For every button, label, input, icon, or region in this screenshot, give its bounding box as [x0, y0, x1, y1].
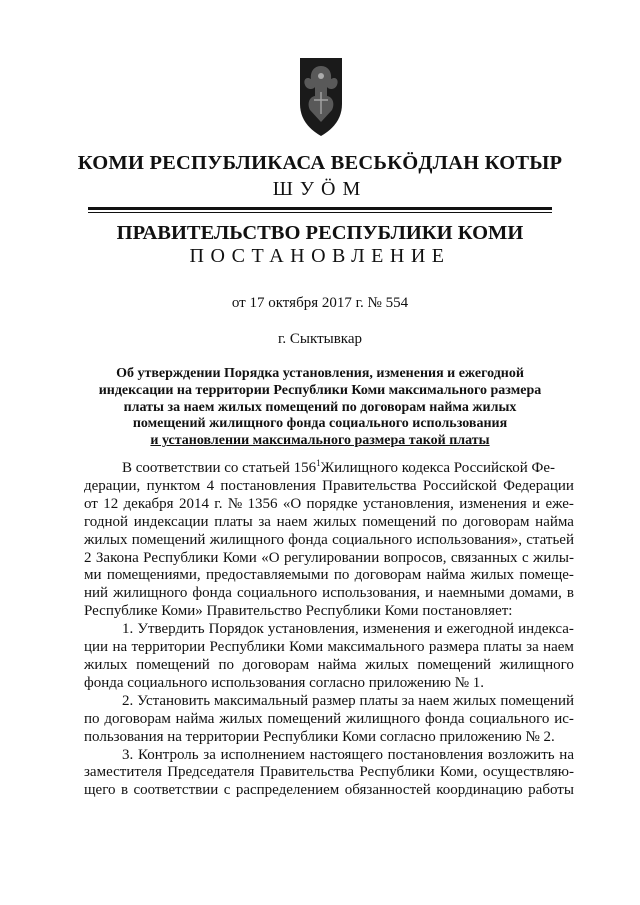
word: годной — [84, 513, 129, 530]
word: платы — [359, 692, 398, 709]
word: максимальный — [213, 692, 309, 709]
heading-line: помещений жилищного фонда социального использования — [132, 416, 508, 432]
word: координацию — [436, 782, 523, 799]
word: жилищного — [499, 656, 574, 673]
word: настоящего — [309, 746, 383, 763]
body-line: Республике Коми» Правительство Республики Коми постановляет: — [84, 603, 513, 620]
word: платы — [214, 513, 253, 530]
word: договорам — [462, 513, 530, 530]
word: по — [441, 513, 458, 530]
heading-line: Об утверждении Порядка установления, изменения и ежегодной — [116, 366, 524, 381]
word: помещений — [362, 513, 437, 530]
word: наем — [276, 513, 308, 530]
word: помещений — [500, 692, 574, 709]
body-line — [84, 657, 574, 675]
body-line — [84, 764, 574, 782]
word: помещений — [417, 656, 491, 673]
word: индексации — [133, 513, 209, 530]
word: ми — [84, 567, 102, 584]
word: заместителя — [84, 764, 162, 781]
word: социального — [332, 531, 413, 548]
word: Утвердить — [137, 621, 205, 638]
word: 1356 — [247, 495, 278, 512]
heading-line: платы за наем жилых помещений по договорам найма жилых — [123, 399, 517, 415]
body-line — [84, 639, 574, 657]
word: договорам — [104, 710, 171, 727]
word: вопросов, — [383, 549, 447, 566]
word: на — [559, 746, 574, 763]
word: за — [401, 692, 415, 709]
word: с — [521, 549, 529, 566]
word: дерации, — [84, 477, 141, 494]
word: Коми, — [439, 764, 478, 781]
word: помещений — [267, 710, 342, 727]
word: жилых — [452, 692, 497, 709]
word: фонда — [288, 531, 328, 548]
word: порядке — [306, 495, 358, 512]
word: договорам — [354, 567, 422, 584]
word: жилых — [313, 513, 357, 530]
word: Установить — [137, 692, 211, 709]
word: фонда — [424, 710, 465, 727]
word: Республики — [209, 639, 285, 656]
word: регулировании — [283, 549, 380, 566]
word: Председателя — [167, 764, 255, 781]
body-line — [84, 460, 574, 478]
body-line — [84, 693, 574, 711]
body-line — [84, 711, 574, 729]
word: жилых — [84, 531, 128, 548]
komi-title: КОМИ РЕСПУБЛИКАСА ВЕСЬКӦДЛАН КОТЫР — [77, 152, 563, 174]
word: «О — [282, 495, 302, 512]
word: № — [227, 495, 243, 512]
word: жилы- — [533, 549, 574, 566]
word: Правительства — [322, 477, 417, 494]
document-type: ПОСТАНОВЛЕНИЕ — [189, 245, 451, 267]
word: индекса- — [518, 621, 574, 638]
heading-line-underlined: и установлении максимального размера такой платы — [150, 433, 490, 449]
word: 2 — [84, 549, 92, 566]
word: найма — [535, 513, 574, 530]
word: декабря — [123, 495, 174, 512]
word: наем — [418, 692, 450, 709]
word: 3. — [122, 746, 134, 763]
word: наемными — [438, 585, 505, 602]
word: работы — [528, 782, 574, 799]
word: 12 — [103, 495, 119, 512]
word: в — [120, 782, 129, 799]
document-body — [84, 460, 574, 800]
word: Российской — [422, 477, 497, 494]
word: по — [84, 710, 100, 727]
body-line — [84, 621, 574, 639]
body-line — [84, 514, 574, 532]
word: 1. — [122, 621, 134, 638]
word: установления, — [267, 621, 359, 638]
word: в — [566, 585, 574, 602]
word: предоставляемыми — [205, 567, 329, 584]
header-divider-thin — [88, 212, 552, 213]
word: жилищного — [345, 710, 421, 727]
document-heading — [90, 366, 550, 450]
word: жилищного — [113, 585, 188, 602]
word: жилых — [470, 567, 515, 584]
body-line: фонда социального использования согласно приложению № 1. — [84, 674, 485, 691]
word: Коми — [222, 549, 257, 566]
word: осуществляю- — [482, 764, 574, 781]
word: домами, — [509, 585, 562, 602]
word: ис- — [554, 710, 574, 727]
header-divider-thick — [88, 207, 552, 210]
heading-line: индексации на территории Республики Коми максимального размера — [98, 382, 542, 398]
word: социального — [469, 710, 550, 727]
word: изменения — [362, 621, 431, 638]
word: размера — [428, 639, 479, 656]
word: использования», — [416, 531, 522, 548]
body-line — [84, 478, 574, 496]
word: наем — [543, 639, 574, 656]
word: с — [223, 782, 231, 799]
word: на — [112, 639, 128, 656]
word: социального — [237, 585, 318, 602]
body-line — [84, 550, 574, 568]
word: за — [526, 639, 539, 656]
city: г. Сыктывкар — [277, 331, 363, 347]
date-and-number: от 17 октября 2017 г. № 554 — [231, 295, 409, 311]
word: жилищного — [209, 531, 284, 548]
body-line — [84, 567, 574, 585]
body-line: пользования на территории Республики Коми согласно приложению № 2. — [84, 728, 555, 745]
word: 2. — [122, 692, 134, 709]
komi-subtitle: ШУӦМ — [272, 178, 368, 200]
word: территории — [131, 639, 206, 656]
word: пунктом — [146, 477, 201, 494]
body-line — [84, 747, 574, 765]
word: жилых — [84, 656, 128, 673]
word: от — [84, 495, 98, 512]
word: помещений — [131, 531, 206, 548]
word: распределением — [235, 782, 340, 799]
word: Коми — [289, 639, 324, 656]
word: еже- — [545, 495, 574, 512]
word: помещений — [136, 656, 210, 673]
word: Республики — [143, 549, 219, 566]
word: возложить — [487, 746, 555, 763]
word: Федерации — [503, 477, 574, 494]
word: и — [425, 585, 434, 602]
word: Правительства — [259, 764, 355, 781]
word: г. — [214, 495, 223, 512]
body-line — [84, 782, 574, 800]
word: найма — [426, 567, 466, 584]
word: щего — [84, 782, 116, 799]
word: за — [258, 513, 271, 530]
word: и — [434, 621, 443, 638]
word: статьей — [526, 531, 574, 548]
word: Порядок — [208, 621, 264, 638]
word: за — [203, 746, 216, 763]
word: исполнением — [220, 746, 305, 763]
body-line — [84, 496, 574, 514]
komi-coat-of-arms-icon — [296, 52, 346, 138]
word: ции — [84, 639, 109, 656]
word: максимального — [327, 639, 425, 656]
word: Контроль — [137, 746, 199, 763]
word: договорам — [242, 656, 310, 673]
word: жилых — [365, 656, 409, 673]
government-title: ПРАВИТЕЛЬСТВО РЕСПУБЛИКИ КОМИ — [116, 222, 524, 244]
word: изменения — [459, 495, 527, 512]
word: постановления — [387, 746, 484, 763]
word: «О — [261, 549, 280, 566]
word: использования, — [322, 585, 421, 602]
word: помещениями, — [106, 567, 201, 584]
word: Закона — [95, 549, 139, 566]
word: соответствии — [133, 782, 219, 799]
word: помеще- — [519, 567, 574, 584]
word: установления, — [363, 495, 454, 512]
word: размер — [312, 692, 356, 709]
body-line — [84, 532, 574, 550]
word: жилых — [219, 710, 263, 727]
body-text: В соответствии со статьей $156^1Жилищного$ кодекса Российской Фе- — [122, 458, 555, 476]
word: по — [333, 567, 350, 584]
word: постановления — [220, 477, 316, 494]
word: и — [532, 495, 541, 512]
word: 2014 — [178, 495, 209, 512]
word: обязанностей — [344, 782, 431, 799]
word: фонда — [192, 585, 232, 602]
word: найма — [317, 656, 357, 673]
word: ежегодной — [446, 621, 515, 638]
word: ний — [84, 585, 109, 602]
word: Республики — [359, 764, 435, 781]
word: связанных — [450, 549, 518, 566]
word: платы — [483, 639, 522, 656]
word: 4 — [206, 477, 215, 494]
word: по — [218, 656, 234, 673]
superscript: 1 — [316, 458, 321, 468]
word: найма — [175, 710, 215, 727]
body-line — [84, 585, 574, 603]
